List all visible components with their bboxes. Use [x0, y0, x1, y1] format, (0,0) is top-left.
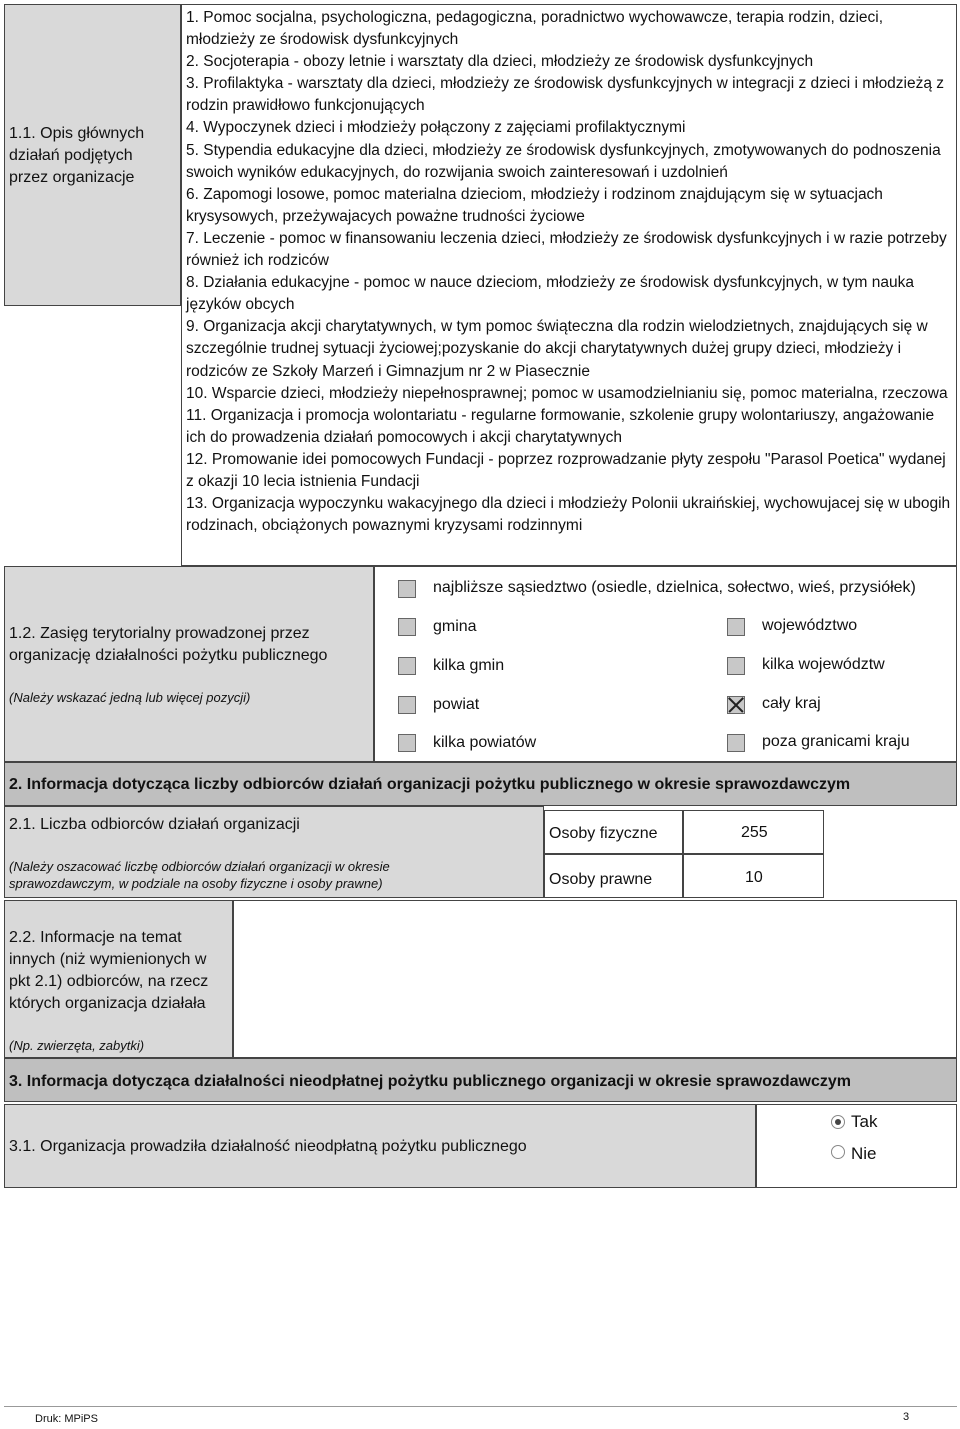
radio-label-tak: Tak — [851, 1112, 878, 1131]
checkbox-caly-kraj[interactable] — [727, 696, 745, 714]
prawne-label: Osoby prawne — [549, 871, 653, 888]
section-2-1-values — [544, 806, 957, 898]
checkbox-powiat[interactable] — [398, 696, 416, 714]
section-3-header: 3. Informacja dotycząca działalności nieodpłatnej pożytku publicznego organizacji w okresie sprawozdawczym — [9, 1073, 851, 1090]
activity-item: 11. Organizacja i promocja wolontariatu - regularne formowanie, szkolenie grupy wolontariuszy, angażowanie ich do prowadzenia działań pomocowych i akcji charytatywnych — [186, 406, 935, 446]
section-1-2-options — [374, 566, 957, 762]
checkbox-kilka-wojewodztw[interactable] — [727, 657, 745, 675]
prawne-label-cell — [544, 854, 683, 898]
radio-nie[interactable] — [831, 1145, 845, 1159]
section-1-1-content — [181, 4, 957, 566]
checkbox-poza-granicami[interactable] — [727, 734, 745, 752]
section-1-1-label-cell — [4, 4, 181, 306]
section-2-2-label: 2.2. Informacje na temat innych (niż wymienionych w pkt 2.1) odbiorców, na rzecz których organizacja działała — [9, 929, 209, 1012]
fizyczne-label: Osoby fizyczne — [549, 825, 658, 842]
activity-item: 6. Zapomogi losowe, pomoc materialna dzieciom, młodzieży i rodzinom znajdującym się w sytuacjach krysysowych, przeżywajacych poważne trudności życiowe — [186, 185, 883, 225]
fizyczne-value: 255 — [741, 824, 768, 841]
footer-page-number: 3 — [903, 1411, 910, 1423]
activity-item: 4. Wypoczynek dzieci i młodzieży połączony z zajęciami profilaktycznymi — [186, 119, 686, 137]
activity-item: 2. Socjoterapia - obozy letnie i warsztaty dla dzieci, młodzieży ze środowisk dysfunkcyjnych — [186, 53, 814, 71]
checkbox-label-sasiedztwo: najbliższe sąsiedztwo (osiedle, dzielnica, sołectwo, wieś, przysiółek) — [433, 579, 916, 596]
section-1-2-label: 1.2. Zasięg terytorialny prowadzonej przez organizację działalności pożytku publicznego — [9, 625, 328, 664]
section-3-header-cell — [4, 1058, 957, 1102]
activity-item: 12. Promowanie idei pomocowych Fundacji - poprzez rozprowadzanie płyty zespołu "Parasol Poetica" wydanej z okazji 10 lecia istnienia Fundacji — [186, 450, 946, 490]
section-3-1-label: 3.1. Organizacja prowadziła działalność nieodpłatną pożytku publicznego — [9, 1138, 527, 1155]
checkbox-label-caly-kraj: cały kraj — [762, 695, 821, 712]
activity-item: 9. Organizacja akcji charytatywnych, w tym pomoc świąteczna dla rodzin wielodzietnych, znajdujących się w szczególnie trudnej sytuacji życiowej;pozyskanie do akcji charytatywnych dużej grupy dzieci, młodzieży i rodziców ze Szkoły Marzeń i Gimnazjum nr 2 w Piasecznie — [186, 318, 928, 380]
radio-label-nie: Nie — [851, 1144, 877, 1163]
footer-rule — [4, 1406, 957, 1407]
section-2-2-label-cell — [4, 900, 233, 1058]
checkbox-label-kilka-gmin: kilka gmin — [433, 657, 505, 674]
section-1-2-note: (Należy wskazać jedną lub więcej pozycji) — [9, 690, 251, 705]
activity-item: 13. Organizacja wypoczynku wakacyjnego dla dzieci i młodzieży Polonii ukraińskiej, wychowujacej się w ubogih rodzinach, obciążonych powaznymi kryzysami rodzinnymi — [186, 495, 951, 535]
activity-item: 3. Profilaktyka - warsztaty dla dzieci, młodzieży ze środowisk dysfunkcyjnych w integracji z dzieci i młodzieżą z rodzin prawidłowo funkcjonujących — [186, 75, 945, 115]
section-2-2-value-cell[interactable] — [233, 900, 957, 1058]
prawne-value-cell[interactable] — [683, 854, 824, 898]
checkbox-gmina[interactable] — [398, 618, 416, 636]
checkbox-label-kilka-wojewodztw: kilka województw — [762, 656, 885, 673]
radio-tak[interactable] — [831, 1115, 845, 1129]
fizyczne-label-cell — [544, 810, 683, 854]
checkbox-label-kilka-powiatow: kilka powiatów — [433, 734, 537, 751]
section-2-header: 2. Informacja dotycząca liczby odbiorców działań organizacji pożytku publicznego w okresie sprawozdawczym — [9, 776, 851, 793]
activity-item: 10. Wsparcie dzieci, młodzieży niepełnosprawnej; pomoc w usamodzielnianiu się, pomoc materialna, rzeczowa — [186, 384, 948, 402]
checkbox-sasiedztwo[interactable] — [398, 580, 416, 598]
checkbox-label-wojewodztwo: województwo — [762, 617, 858, 634]
section-1-2-label-cell — [4, 566, 374, 762]
fizyczne-value-cell[interactable] — [683, 810, 824, 854]
activity-list — [186, 7, 952, 537]
section-2-1-label-cell — [4, 806, 544, 898]
section-2-header-cell — [4, 762, 957, 806]
section-1-1-label: 1.1. Opis głównych działań podjętych przez organizacje — [9, 125, 145, 186]
checkbox-label-gmina: gmina — [433, 618, 477, 635]
section-2-2-note: (Np. zwierzęta, zabytki) — [9, 1038, 145, 1053]
section-3-1-label-cell — [4, 1104, 756, 1188]
section-3-1-options — [756, 1104, 957, 1188]
checkbox-label-poza-granicami: poza granicami kraju — [762, 733, 910, 750]
activity-item: 7. Leczenie - pomoc w finansowaniu leczenia dzieci, młodzieży ze środowisk dysfunkcyjnych i w razie potrzeby również ich rodziców — [186, 229, 947, 270]
checkbox-kilka-powiatow[interactable] — [398, 734, 416, 752]
activity-item: 5. Stypendia edukacyjne dla dzieci, młodzieży ze środowisk dysfunkcyjnych, zmotywowanych do podnoszenia swoich wyników edukacyjnych, do rozwijania swoich zainteresowań i uzdolnień — [186, 141, 941, 181]
activity-item: 8. Działania edukacyjne - pomoc w nauce dzieciom, młodzieży ze środowisk dysfunkcyjnych, w tym nauka języków obcych — [186, 274, 914, 314]
section-2-1-label: 2.1. Liczba odbiorców działań organizacji — [9, 816, 300, 833]
activity-item: 1. Pomoc socjalna, psychologiczna, pedagogiczna, poradnictwo wychowawcze, terapia rodzin, dzieci, młodzieży ze środowisk dysfunkcyjnych — [186, 9, 884, 49]
prawne-value: 10 — [745, 869, 763, 886]
section-2-1-note: (Należy oszacować liczbę odbiorców działań organizacji w okresie sprawozdawczym, w podziale na osoby fizyczne i osoby prawne) — [9, 859, 390, 891]
checkbox-wojewodztwo[interactable] — [727, 618, 745, 636]
checkbox-kilka-gmin[interactable] — [398, 657, 416, 675]
checkbox-label-powiat: powiat — [433, 696, 480, 713]
footer-druk: Druk: MPiPS — [35, 1413, 98, 1425]
